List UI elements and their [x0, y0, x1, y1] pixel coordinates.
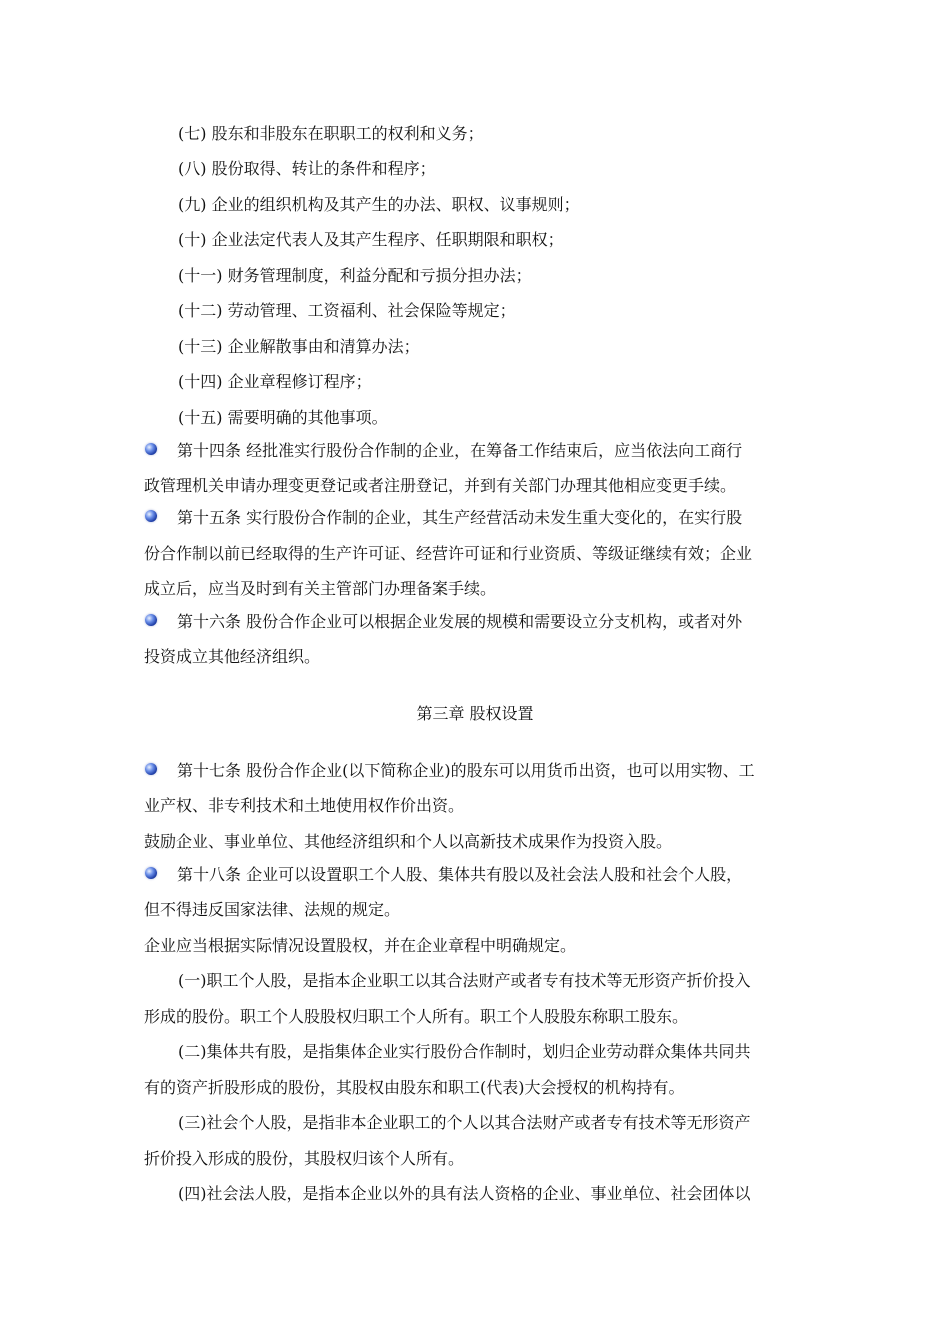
list-item: (十二) 劳动管理、工资福利、社会保险等规定； — [178, 301, 516, 320]
article-16-line: 第十六条 股份合作企业可以根据企业发展的规模和需要设立分支机构，或者对外 — [177, 612, 743, 631]
article-15-line: 第十五条 实行股份合作制的企业，其生产经营活动未发生重大变化的，在实行股 — [177, 508, 743, 527]
article-15-line: 份合作制以前已经取得的生产许可证、经营许可证和行业资质、等级证继续有效；企业 — [144, 544, 753, 563]
bullet-icon — [145, 763, 157, 775]
article-14-line: 政管理机关申请办理变更登记或者注册登记，并到有关部门办理其他相应变更手续。 — [144, 476, 737, 495]
article-15-line: 成立后，应当及时到有关主管部门办理备案手续。 — [144, 579, 497, 598]
article-17-line: 鼓励企业、事业单位、其他经济组织和个人以高新技术成果作为投资入股。 — [144, 832, 673, 851]
share-type-line: (二)集体共有股，是指集体企业实行股份合作制时，划归企业劳动群众集体共同共 — [178, 1042, 751, 1061]
article-16-line: 投资成立其他经济组织。 — [144, 647, 321, 666]
list-item: (八) 股份取得、转让的条件和程序； — [178, 159, 436, 178]
list-item: (十五) 需要明确的其他事项。 — [178, 408, 388, 427]
share-type-line: (四)社会法人股，是指本企业以外的具有法人资格的企业、事业单位、社会团体以 — [178, 1184, 751, 1203]
list-item: (十一) 财务管理制度，利益分配和亏损分担办法； — [178, 266, 532, 285]
bullet-icon — [145, 614, 157, 626]
list-item: (九) 企业的组织机构及其产生的办法、职权、议事规则； — [178, 195, 580, 214]
article-18-line: 企业应当根据实际情况设置股权，并在企业章程中明确规定。 — [144, 936, 577, 955]
list-item: (十四) 企业章程修订程序； — [178, 372, 372, 391]
article-14-line: 第十四条 经批准实行股份合作制的企业，在筹备工作结束后，应当依法向工商行 — [177, 441, 743, 460]
bullet-icon — [145, 443, 157, 455]
article-17-line: 第十七条 股份合作企业(以下简称企业)的股东可以用货币出资，也可以用实物、工 — [177, 761, 755, 780]
list-item: (十三) 企业解散事由和清算办法； — [178, 337, 420, 356]
share-type-line: 形成的股份。职工个人股股权归职工个人所有。职工个人股股东称职工股东。 — [144, 1007, 689, 1026]
bullet-icon — [145, 867, 157, 879]
list-item: (七) 股东和非股东在职职工的权利和义务； — [178, 124, 484, 143]
share-type-line: 有的资产折股形成的股份，其股权由股东和职工(代表)大会授权的机构持有。 — [144, 1078, 685, 1097]
share-type-line: (三)社会个人股，是指非本企业职工的个人以其合法财产或者专有技术等无形资产 — [178, 1113, 751, 1132]
share-type-line: 折价投入形成的股份，其股权归该个人所有。 — [144, 1149, 465, 1168]
article-18-line: 但不得违反国家法律、法规的规定。 — [144, 900, 401, 919]
bullet-icon — [145, 510, 157, 522]
list-item: (十) 企业法定代表人及其产生程序、任职期限和职权； — [178, 230, 564, 249]
article-18-line: 第十八条 企业可以设置职工个人股、集体共有股以及社会法人股和社会个人股， — [177, 865, 743, 884]
article-17-line: 业产权、非专利技术和土地使用权作价出资。 — [144, 796, 465, 815]
share-type-line: (一)职工个人股，是指本企业职工以其合法财产或者专有技术等无形资产折价投入 — [178, 971, 751, 990]
chapter-heading: 第三章 股权设置 — [416, 704, 534, 723]
